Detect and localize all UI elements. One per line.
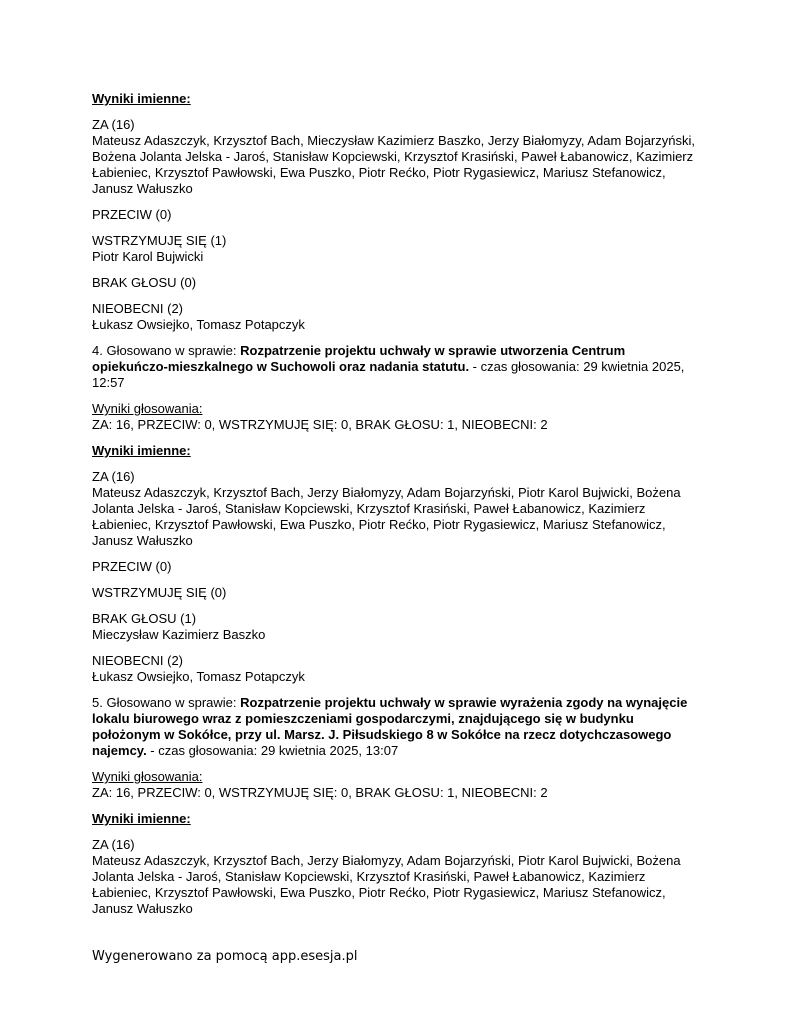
vote-4-wstrzymuje-label: WSTRZYMUJĘ SIĘ (0) xyxy=(92,585,227,600)
nieobecni-label: NIEOBECNI (2) xyxy=(92,301,184,316)
nieobecni-group xyxy=(92,301,702,333)
vote-4-za-names: Mateusz Adaszczyk, Krzysztof Bach, Jerzy Białomyzy, Adam Bojarzyński, Piotr Karol Bujwicki, Bożena Jolanta Jelska - Jaroś, Stanisław Kopciewski, Krzysztof Krasiński, Paweł Łabanowicz, Kazimierz Łabieniec, Krzysztof Pawłowski, Ewa Puszko, Piotr Rećko, Piotr Rygasiewicz, Mariusz Stefanowicz, Janusz Wałuszko xyxy=(92,485,681,548)
vote-4-brak-glosu-group xyxy=(92,611,702,643)
vote-5-subject: Rozpatrzenie projektu uchwały w sprawie wyrażenia zgody na wynajęcie lokalu biurowego wraz z pomieszczeniami gospodarczymi, znajdującego się w budynku położonym w Sokółce, przy ul. Marsz. J. Piłsudskiego 8 w Sokółce na rzecz dotychczasowego najemcy. xyxy=(92,695,688,758)
vote-4-nieobecni-group xyxy=(92,653,702,685)
vote-4-results-line: ZA: 16, PRZECIW: 0, WSTRZYMUJĘ SIĘ: 0, BRAK GŁOSU: 1, NIEOBECNI: 2 xyxy=(92,417,548,432)
vote-5-prefix: 5. Głosowano w sprawie: xyxy=(92,695,241,710)
generated-by-footer: Wygenerowano za pomocą app.esesja.pl xyxy=(92,949,358,964)
vote-5-named-results-heading: Wyniki imienne: xyxy=(92,811,191,826)
vote-4-nieobecni-names: Łukasz Owsiejko, Tomasz Potapczyk xyxy=(92,669,305,684)
vote-5-title xyxy=(92,695,702,759)
vote-4-wstrzymuje-group xyxy=(92,585,702,601)
vote-5-suffix: - czas głosowania: 29 kwietnia 2025, 13:07 xyxy=(146,743,399,758)
vote-4-przeciw-label: PRZECIW (0) xyxy=(92,559,172,574)
vote-4-przeciw-group xyxy=(92,559,702,575)
vote-4-nieobecni-label: NIEOBECNI (2) xyxy=(92,653,184,668)
za-names: Mateusz Adaszczyk, Krzysztof Bach, Mieczysław Kazimierz Baszko, Jerzy Białomyzy, Adam Bojarzyński, Bożena Jolanta Jelska - Jaroś, Stanisław Kopciewski, Krzysztof Krasiński, Paweł Łabanowicz, Kazimierz Łabieniec, Krzysztof Pawłowski, Ewa Puszko, Piotr Rećko, Piotr Rygasiewicz, Mariusz Stefanowicz, Janusz Wałuszko xyxy=(92,133,695,196)
brak-glosu-group xyxy=(92,275,702,291)
vote-4-za-label: ZA (16) xyxy=(92,469,135,484)
vote-4-results-label: Wyniki głosowania: xyxy=(92,401,203,416)
vote-4-named-results-heading: Wyniki imienne: xyxy=(92,443,191,458)
za-label: ZA (16) xyxy=(92,117,135,132)
wstrzymuje-label: WSTRZYMUJĘ SIĘ (1) xyxy=(92,233,227,248)
document-content xyxy=(92,91,702,927)
vote-5-results-label: Wyniki głosowania: xyxy=(92,769,203,784)
za-group xyxy=(92,117,702,197)
vote-5-za-group xyxy=(92,837,702,917)
vote-4-suffix: - czas głosowania: 29 kwietnia 2025, 12:57 xyxy=(92,359,685,390)
vote-5-za-names: Mateusz Adaszczyk, Krzysztof Bach, Jerzy Białomyzy, Adam Bojarzyński, Piotr Karol Bujwicki, Bożena Jolanta Jelska - Jaroś, Stanisław Kopciewski, Krzysztof Krasiński, Paweł Łabanowicz, Kazimierz Łabieniec, Krzysztof Pawłowski, Ewa Puszko, Piotr Rećko, Piotr Rygasiewicz, Mariusz Stefanowicz, Janusz Wałuszko xyxy=(92,853,681,916)
przeciw-label: PRZECIW (0) xyxy=(92,207,172,222)
wstrzymuje-group xyxy=(92,233,702,265)
brak-glosu-label: BRAK GŁOSU (0) xyxy=(92,275,197,290)
named-results-heading: Wyniki imienne: xyxy=(92,91,191,106)
vote-4-brak-glosu-label: BRAK GŁOSU (1) xyxy=(92,611,197,626)
przeciw-group xyxy=(92,207,702,223)
wstrzymuje-names: Piotr Karol Bujwicki xyxy=(92,249,204,264)
vote-5-results xyxy=(92,769,702,801)
vote-4-subject: Rozpatrzenie projektu uchwały w sprawie utworzenia Centrum opiekuńczo-mieszkalnego w Suchowoli oraz nadania statutu. xyxy=(92,343,626,374)
vote-4-title xyxy=(92,343,702,391)
vote-5-za-label: ZA (16) xyxy=(92,837,135,852)
nieobecni-names: Łukasz Owsiejko, Tomasz Potapczyk xyxy=(92,317,305,332)
vote-4-za-group xyxy=(92,469,702,549)
vote-4-results xyxy=(92,401,702,433)
vote-5-results-line: ZA: 16, PRZECIW: 0, WSTRZYMUJĘ SIĘ: 0, BRAK GŁOSU: 1, NIEOBECNI: 2 xyxy=(92,785,548,800)
vote-4-brak-glosu-names: Mieczysław Kazimierz Baszko xyxy=(92,627,266,642)
vote-4-prefix: 4. Głosowano w sprawie: xyxy=(92,343,241,358)
